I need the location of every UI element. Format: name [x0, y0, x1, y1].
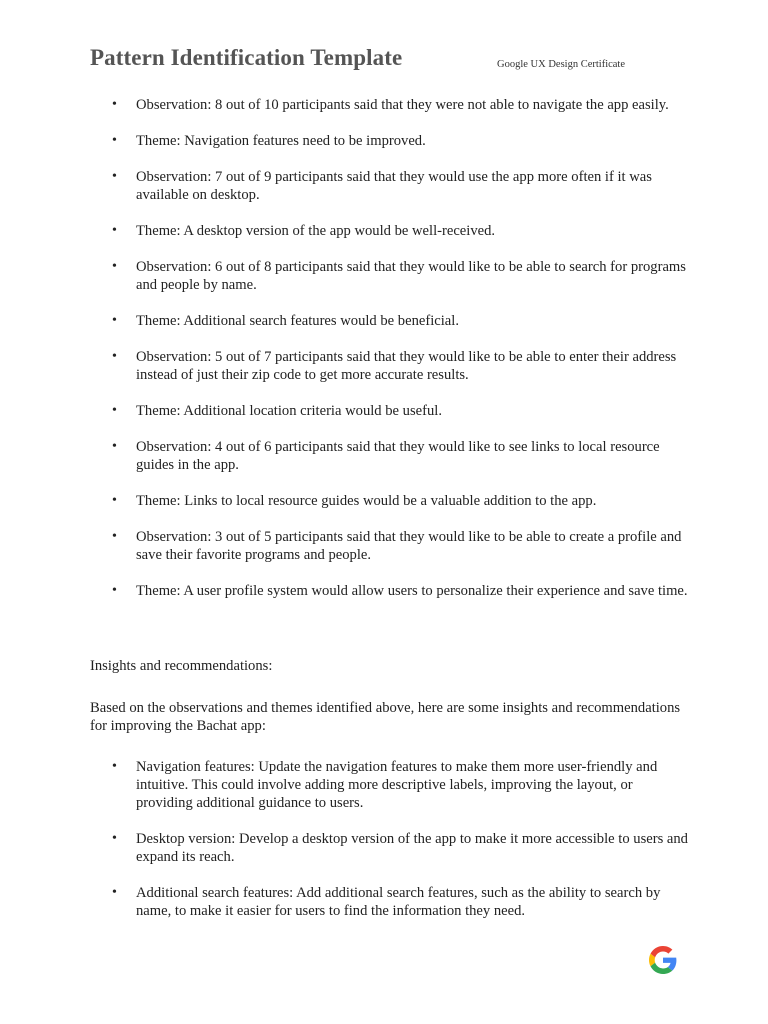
list-item: • Observation: 4 out of 6 participants said that they would like to see links to local resource guides in the app. [90, 438, 690, 474]
page-title: Pattern Identification Template [90, 45, 403, 70]
certificate-label: Google UX Design Certificate [497, 59, 626, 70]
list-item: • Theme: Additional location criteria would be useful. [90, 402, 690, 420]
insights-intro: Based on the observations and themes identified above, here are some insights and recommendations for improving the Bachat app: [90, 700, 681, 734]
list-item: • Observation: 6 out of 8 participants said that they would like to be able to search for programs and people by name. [90, 258, 690, 294]
list-item: • Observation: 7 out of 9 participants said that they would use the app more often if it was available on desktop. [90, 168, 690, 204]
google-g-red-arc [650, 946, 672, 957]
list-item: • Theme: A user profile system would allow users to personalize their experience and save time. [90, 582, 690, 600]
google-g-green-arc [650, 963, 672, 974]
list-item: • Theme: Additional search features would be beneficial. [90, 312, 690, 330]
observations-list [90, 96, 690, 618]
list-item: • Theme: A desktop version of the app would be well-received. [90, 222, 690, 240]
list-item: • Theme: Navigation features need to be improved. [90, 132, 690, 150]
list-item: • Navigation features: Update the navigation features to make them more user-friendly and intuitive. This could involve adding more descriptive labels, improving the layout, or providing additional guidance to users. [90, 758, 690, 812]
recommendations-list [90, 758, 690, 938]
google-g-icon [649, 946, 677, 974]
list-item: • Desktop version: Develop a desktop version of the app to make it more accessible to users and expand its reach. [90, 830, 690, 866]
list-item: • Observation: 5 out of 7 participants said that they would like to be able to enter their address instead of just their zip code to get more accurate results. [90, 348, 690, 384]
list-item: • Additional search features: Add additional search features, such as the ability to search by name, to make it easier for users to find the information they need. [90, 884, 690, 920]
list-item: • Observation: 3 out of 5 participants said that they would like to be able to create a profile and save their favorite programs and people. [90, 528, 690, 564]
list-item: • Theme: Links to local resource guides would be a valuable addition to the app. [90, 492, 690, 510]
list-item: • Observation: 8 out of 10 participants said that they were not able to navigate the app easily. [90, 96, 690, 114]
insights-heading: Insights and recommendations: [90, 658, 273, 674]
